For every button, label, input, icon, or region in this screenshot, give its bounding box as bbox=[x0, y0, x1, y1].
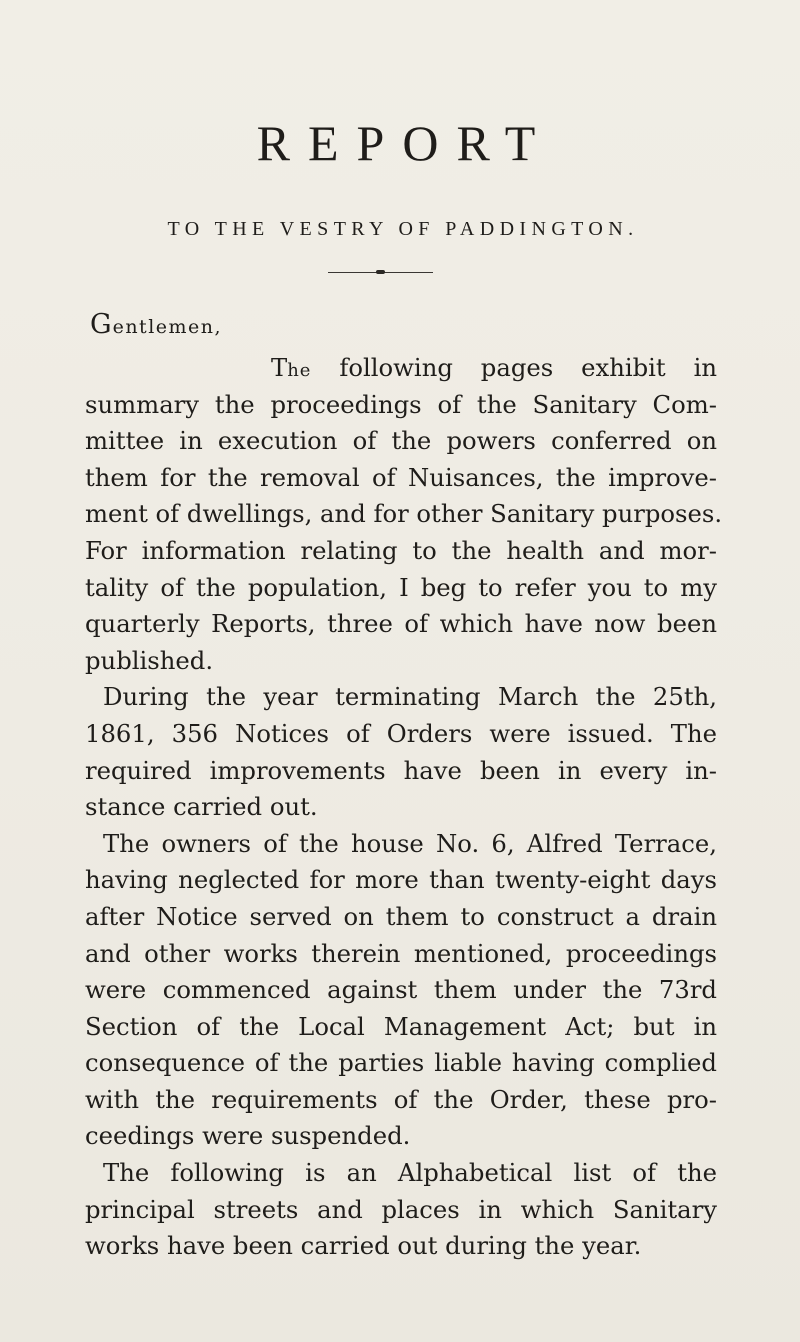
salutation-rest: entlemen, bbox=[112, 316, 223, 338]
salutation bbox=[90, 311, 222, 338]
report-body bbox=[85, 350, 723, 1265]
paragraph-2-line: During the year terminating March the 25th, bbox=[103, 682, 717, 712]
divider-ornament bbox=[376, 270, 385, 274]
paragraph-3-line: having neglected for more than twenty-eight days bbox=[85, 865, 717, 895]
paragraph-3-line: were commenced against them under the 73rd bbox=[85, 975, 717, 1005]
paragraph-1-line: mittee in execution of the powers conferred on bbox=[85, 426, 717, 456]
paragraph-4-line: principal streets and places in which Sanitary bbox=[85, 1194, 717, 1224]
paragraph-1-line: quarterly Reports, three of which have now been bbox=[85, 609, 717, 639]
paragraph-2-line: stance carried out. bbox=[85, 792, 318, 822]
paragraph-2-line: 1861, 356 Notices of Orders were issued. The bbox=[85, 718, 717, 748]
paragraph-3-line: consequence of the parties liable having complied bbox=[85, 1048, 717, 1078]
paragraph-1-initial: T bbox=[271, 353, 288, 382]
paragraph-3-line: after Notice served on them to construct a drain bbox=[85, 901, 717, 931]
paragraph-1-line: summary the proceedings of the Sanitary Com- bbox=[85, 389, 717, 419]
report-subtitle: TO THE VESTRY OF PADDINGTON. bbox=[167, 218, 639, 240]
paragraph-4-line: works have been carried out during the year. bbox=[85, 1231, 642, 1261]
paragraph-3-line: with the requirements of the Order, these pro- bbox=[85, 1084, 717, 1114]
paragraph-1-line: tality of the population, I beg to refer you to my bbox=[85, 572, 717, 602]
paragraph-1-small-caps: he bbox=[287, 360, 312, 381]
paragraph-4-line: The following is an Alphabetical list of the bbox=[103, 1158, 717, 1188]
paragraph-1-line: ment of dwellings, and for other Sanitary purposes. bbox=[85, 499, 723, 529]
paragraph-3-line: ceedings were suspended. bbox=[85, 1121, 411, 1151]
paragraph-2-line: required improvements have been in every in- bbox=[85, 755, 717, 785]
paragraph-1-line: For information relating to the health and mor- bbox=[85, 535, 717, 565]
paragraph-1-line: them for the removal of Nuisances, the improve- bbox=[85, 462, 717, 492]
paragraph-1-line-1-text: following pages exhibit in bbox=[311, 353, 717, 382]
paragraph-3-line: Section of the Local Management Act; but in bbox=[85, 1011, 717, 1041]
paragraph-1-line: published. bbox=[85, 645, 214, 675]
paragraph-3-line: The owners of the house No. 6, Alfred Terrace, bbox=[103, 828, 717, 858]
report-title: REPORT bbox=[256, 115, 554, 171]
paragraph-3-line: and other works therein mentioned, proceedings bbox=[85, 938, 717, 968]
paragraph-1-line-1 bbox=[85, 350, 717, 387]
salutation-initial: G bbox=[90, 309, 113, 340]
